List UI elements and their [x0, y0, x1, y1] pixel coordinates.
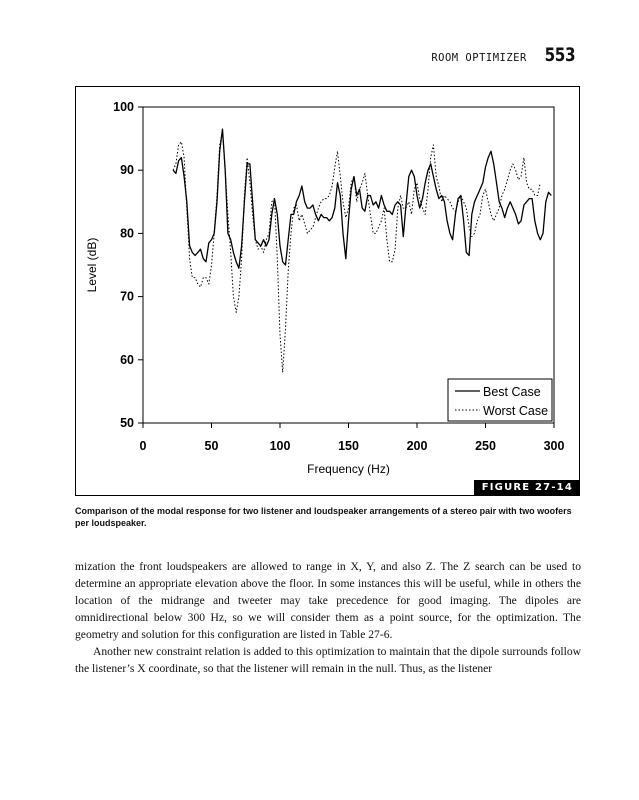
figure-frame: [75, 86, 580, 496]
x-tick-label: 0: [139, 439, 147, 453]
x-tick-label: 100: [269, 439, 291, 453]
y-tick-label: 90: [120, 163, 134, 178]
x-tick-label: 250: [475, 439, 496, 453]
y-tick-label: 100: [113, 100, 134, 114]
figure-label: FIGURE 27-14: [474, 480, 579, 495]
legend-label: Best Case: [483, 385, 541, 399]
y-tick-label: 60: [120, 352, 134, 367]
plot-border: [143, 107, 554, 423]
x-tick-label: 50: [204, 439, 219, 453]
page-number: 553: [544, 44, 575, 66]
x-tick-label: 150: [338, 439, 359, 453]
body-paragraph: mization the front loudspeakers are allowed to range in X, Y, and also Z. The Z search can be used to determine an appropriate elevation above the floor. In some instances this will be useful, while in others the location of the midrange and tweeter may take precedence for good imaging. The dipoles are omnidirectional below 300 Hz, so we will consider them as a point source, for the optimization. The geometry and solution for this configuration are listed in Table 27-6.: [75, 560, 581, 641]
y-axis-label: Level (dB): [85, 237, 99, 293]
legend-label: Worst Case: [483, 404, 549, 418]
body-paragraph: Another new constraint relation is added to this optimization to maintain that the dipole surrounds follow the listener’s X coordinate, so that the listener will remain in the null. Thus, as the listener: [75, 645, 581, 675]
series-line-best-case: [173, 129, 551, 268]
x-tick-label: 300: [543, 439, 565, 453]
y-tick-label: 80: [120, 226, 134, 241]
x-tick-label: 200: [406, 439, 428, 453]
modal-response-chart: [76, 87, 581, 497]
y-tick-label: 70: [120, 289, 134, 304]
x-axis-label: Frequency (Hz): [307, 462, 390, 476]
chart-legend: [448, 379, 552, 421]
chart-plot-area: [173, 129, 551, 372]
figure-caption: Comparison of the modal response for two listener and loudspeaker arrangements of a stereo pair with two woofers per loudspeaker.: [75, 506, 572, 528]
running-title: ROOM OPTIMIZER: [431, 52, 527, 64]
y-tick-label: 50: [120, 416, 134, 430]
running-head: [431, 44, 575, 66]
body-text: [75, 558, 581, 677]
